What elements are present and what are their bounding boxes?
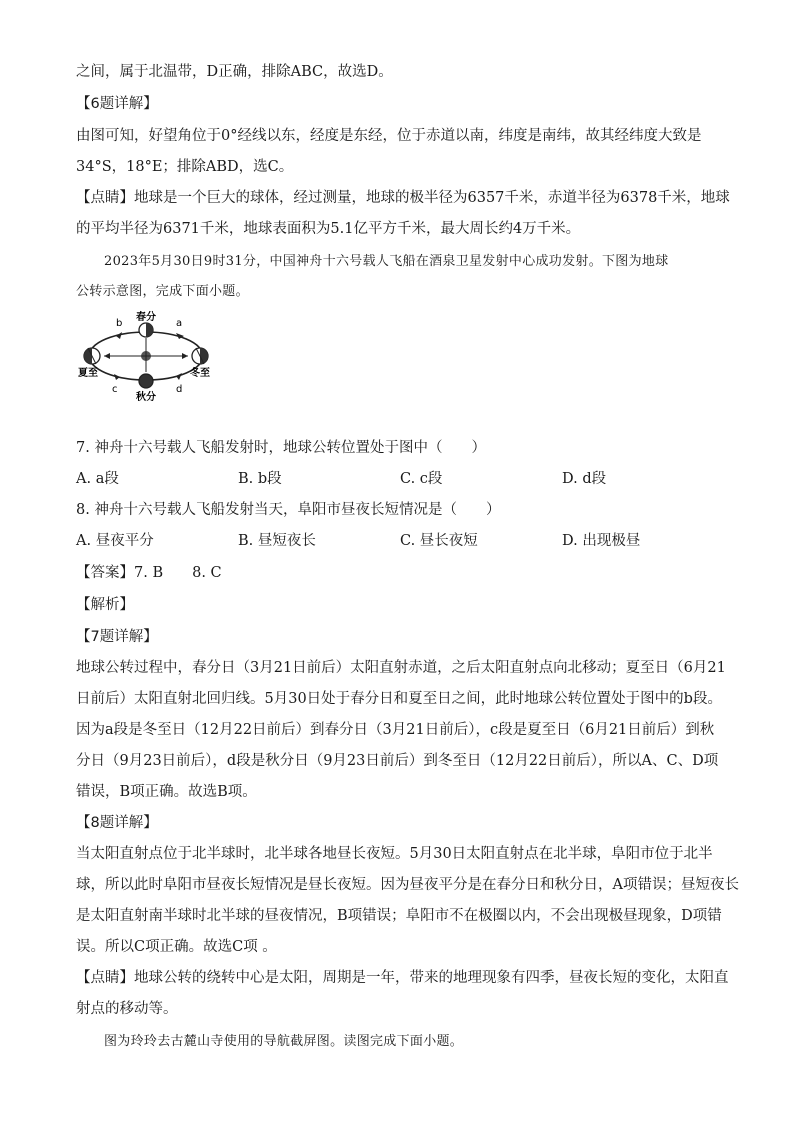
q7-question: 7. 神舟十六号载人飞船发射时，地球公转位置处于图中（ ） (76, 440, 486, 456)
point2-line-2: 射点的移动等。 (76, 1001, 178, 1017)
prev-answer-tail: 之间，属于北温带，D正确，排除ABC，故选D。 (76, 64, 393, 80)
q8-option-a[interactable]: A. 昼夜平分 (76, 533, 154, 549)
earth-autumn-icon (139, 374, 153, 388)
stem1-line-1: 2023年5月30日9时31分，中国神舟十六号载人飞船在酒泉卫星发射中心成功发射。下图为地球 (104, 254, 669, 269)
point1-line-1 (76, 188, 730, 208)
answer-line (76, 563, 222, 583)
point2-line-1 (76, 968, 729, 988)
q7-detail-heading: 【7题详解】 (76, 629, 158, 645)
label-c: c (112, 384, 118, 395)
point2-label: 【点睛】 (76, 970, 134, 986)
stem2: 图为玲玲去古麓山寺使用的导航截屏图。读图完成下面小题。 (104, 1034, 464, 1049)
q6-line-2: 34°S，18°E；排除ABD，选C。 (76, 159, 294, 175)
q6-heading: 【6题详解】 (76, 96, 158, 112)
q8-option-d[interactable]: D. 出现极昼 (562, 533, 641, 549)
label-a: a (176, 318, 183, 329)
q8-detail-line-3: 是太阳直射南半球时北半球的昼夜情况，B项错误；阜阳市不在极圈以内，不会出现极昼现象，D项错 (76, 908, 722, 924)
q7-option-c[interactable]: C. c段 (400, 471, 443, 487)
q8-question: 8. 神舟十六号载人飞船发射当天，阜阳市昼夜长短情况是（ ） (76, 502, 501, 518)
q7-detail-line-1: 地球公转过程中，春分日（3月21日前后）太阳直射赤道，之后太阳直射点向北移动；夏至日（6月21 (76, 660, 726, 676)
label-summer: 夏至 (78, 368, 98, 379)
earth-summer-icon (84, 348, 100, 364)
q8-detail-line-1: 当太阳直射点位于北半球时，北半球各地昼长夜短。5月30日太阳直射点在北半球，阜阳市位于北半 (76, 846, 713, 862)
orbit-arrow-b (116, 332, 122, 339)
q8-detail-heading: 【8题详解】 (76, 815, 158, 831)
label-winter: 冬至 (190, 368, 210, 379)
q8-detail-line-4: 误。所以C项正确。故选C项 。 (76, 939, 277, 955)
stem1-line-2: 公转示意图，完成下面小题。 (76, 284, 249, 299)
label-d: d (176, 384, 183, 395)
orbit-arrow-c (114, 374, 120, 380)
earth-spring-icon (139, 323, 153, 337)
q7-option-d[interactable]: D. d段 (562, 471, 607, 487)
point1-line-2: 的平均半径为6371千米，地球表面积为5.1亿平方千米，最大周长约4万千米。 (76, 221, 581, 237)
answer-text: 7. B 8. C (134, 565, 222, 581)
label-b: b (116, 318, 123, 329)
answer-label: 【答案】 (76, 565, 134, 581)
q7-detail-line-2: 日前后）太阳直射北回归线。5月30日处于春分日和夏至日之间，此时地球公转位置处于图中的b段。 (76, 691, 722, 707)
q6-line-1: 由图可知，好望角位于0°经线以东，经度是东经，位于赤道以南，纬度是南纬，故其经纬度大致是 (76, 128, 702, 144)
q8-option-b[interactable]: B. 昼短夜长 (238, 533, 316, 549)
q7-detail-line-5: 错误，B项正确。故选B项。 (76, 784, 257, 800)
orbit-arrow-d (176, 373, 182, 380)
q8-option-c[interactable]: C. 昼长夜短 (400, 533, 478, 549)
q7-option-b[interactable]: B. b段 (238, 471, 282, 487)
point2-text-1: 地球公转的绕转中心是太阳，周期是一年，带来的地理现象有四季，昼夜长短的变化，太阳直 (134, 970, 729, 986)
q7-detail-line-3: 因为a段是冬至日（12月22日前后）到春分日（3月21日前后），c段是夏至日（6月21日前后）到秋 (76, 722, 715, 738)
q7-option-a[interactable]: A. a段 (76, 471, 119, 487)
label-autumn: 秋分 (136, 392, 156, 402)
q8-detail-line-2: 球，所以此时阜阳市昼夜长短情况是昼长夜短。因为昼夜平分是在春分日和秋分日，A项错误；昼短夜长 (76, 877, 739, 893)
q7-detail-line-4: 分日（9月23日前后），d段是秋分日（9月23日前后）到冬至日（12月22日前后），所以A、C、D项 (76, 753, 719, 769)
point1-label: 【点睛】 (76, 190, 134, 206)
earth-orbit-diagram (76, 310, 216, 402)
analysis-label: 【解析】 (76, 597, 134, 613)
point1-text-1: 地球是一个巨大的球体，经过测量，地球的极半径为6357千米，赤道半径为6378千米，地球 (134, 190, 730, 206)
label-spring: 春分 (136, 312, 156, 323)
earth-winter-icon (192, 348, 208, 364)
